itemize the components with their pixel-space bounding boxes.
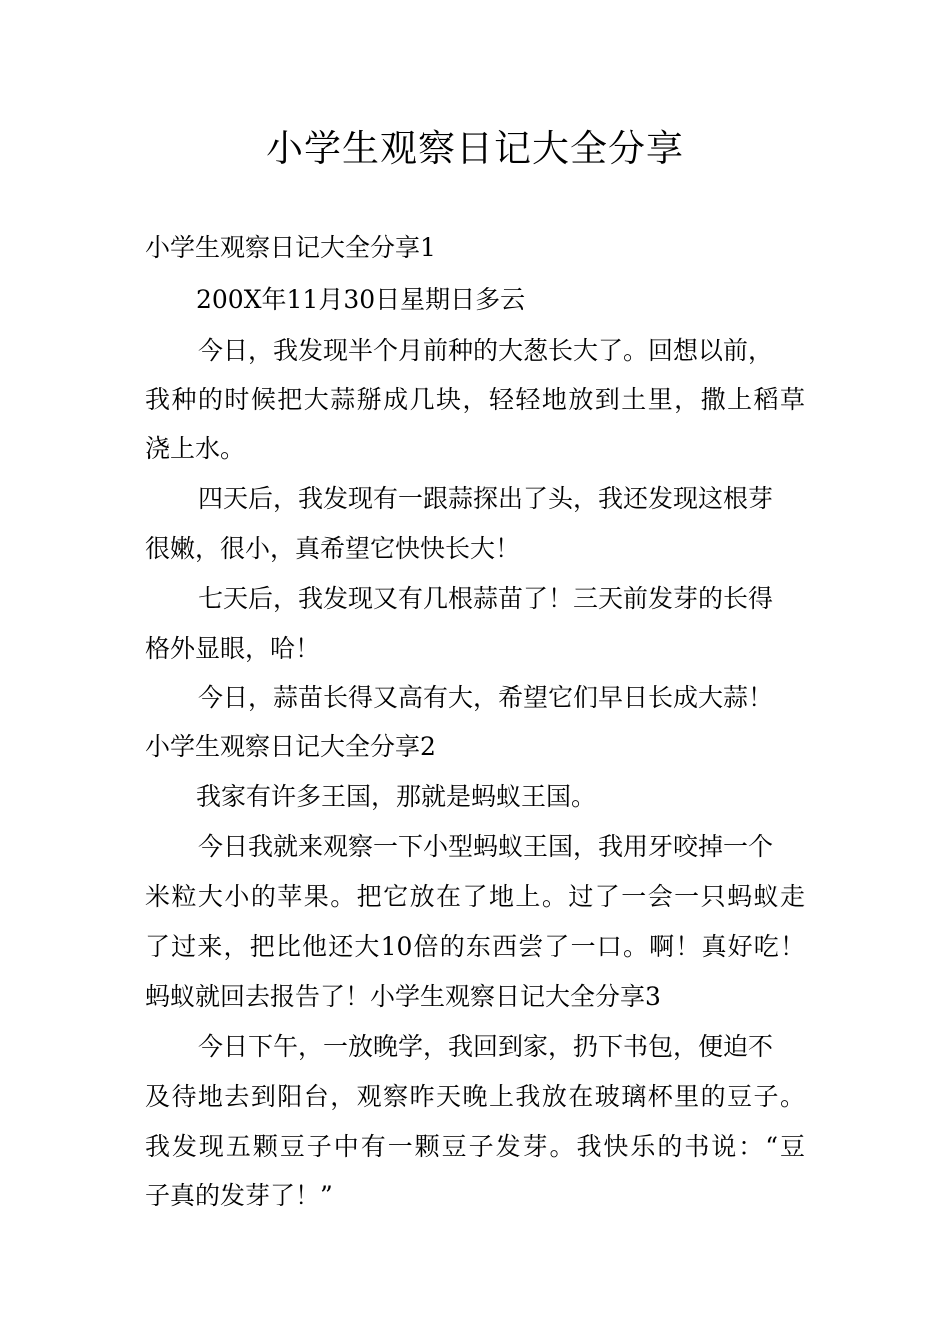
paragraph-line: 及待地去到阳台，观察昨天晚上我放在玻璃杯里的豆子。: [145, 1082, 805, 1111]
paragraph-line: 今日我就来观察一下小型蚂蚁王国，我用牙咬掉一个: [198, 832, 774, 861]
paragraph-line: 了过来，把比他还大10倍的东西尝了一口。啊！真好吃！: [145, 932, 805, 961]
paragraph-line: 很嫩，很小，真希望它快快长大！: [145, 534, 521, 563]
paragraph-line: 今日，我发现半个月前种的大葱长大了。回想以前，: [198, 336, 774, 365]
paragraph-line: 米粒大小的苹果。把它放在了地上。过了一会一只蚂蚁走: [145, 882, 805, 911]
document-title: 小学生观察日记大全分享: [266, 127, 684, 170]
paragraph-line: 我发现五颗豆子中有一颗豆子发芽。我快乐的书说：“豆: [145, 1132, 805, 1161]
paragraph-line: 七天后，我发现又有几根蒜苗了！三天前发芽的长得: [198, 584, 774, 613]
paragraph-line: 今日下午，一放晚学，我回到家，扔下书包，便迫不: [198, 1032, 774, 1061]
paragraph-line: 四天后，我发现有一跟蒜探出了头，我还发现这根芽: [198, 484, 774, 513]
paragraph-line: 浇上水。: [145, 434, 246, 463]
section-heading-2: 小学生观察日记大全分享2: [145, 732, 436, 761]
paragraph-line: 子真的发芽了！”: [145, 1181, 333, 1210]
diary-date-line: 200X年11月30日星期日多云: [196, 285, 526, 314]
paragraph-line: 格外显眼，哈！: [145, 634, 321, 663]
paragraph-line: 我家有许多王国，那就是蚂蚁王国。: [196, 782, 597, 811]
section-heading-1: 小学生观察日记大全分享1: [145, 233, 436, 262]
paragraph-line: 今日，蒜苗长得又高有大，希望它们早日长成大蒜！: [198, 683, 774, 712]
paragraph-line: 我种的时候把大蒜掰成几块，轻轻地放到土里，撒上稻草: [145, 385, 805, 414]
paragraph-line: 蚂蚁就回去报告了！小学生观察日记大全分享3: [145, 982, 661, 1011]
